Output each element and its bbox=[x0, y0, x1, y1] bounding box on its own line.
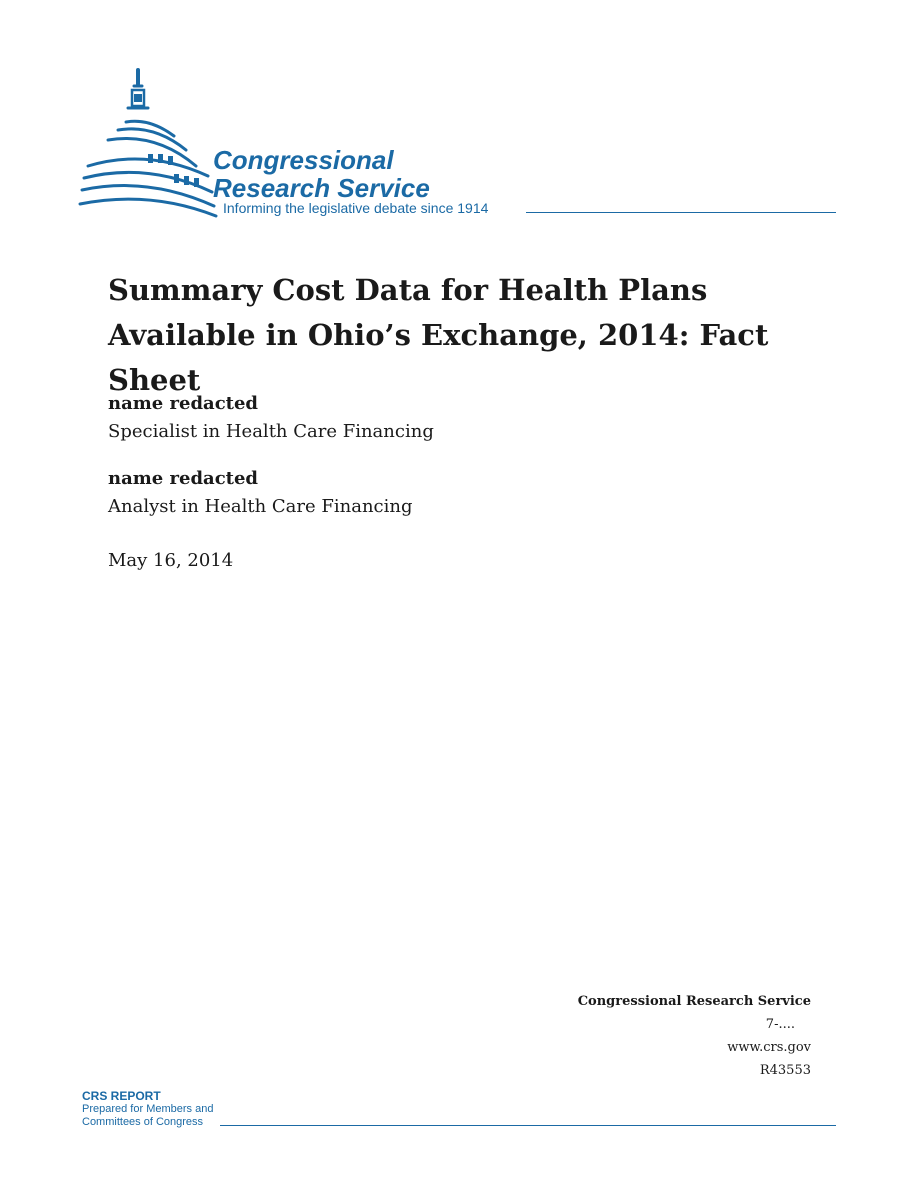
author-name: name redacted bbox=[108, 393, 259, 414]
author-block bbox=[108, 465, 413, 521]
prepared-for-line-1: Prepared for Members and bbox=[82, 1103, 214, 1115]
brand-line-2: Research Service bbox=[213, 173, 430, 203]
crs-contact-info bbox=[578, 990, 811, 1082]
footer-divider bbox=[220, 1125, 836, 1126]
author-block bbox=[108, 390, 434, 446]
crs-report-tag bbox=[82, 1090, 213, 1129]
capitol-dome-icon bbox=[78, 66, 218, 226]
report-number: R43553 bbox=[759, 1063, 811, 1078]
prepared-for-line-2: Committees of Congress bbox=[82, 1116, 204, 1128]
crs-logo bbox=[78, 66, 838, 226]
phone-number: 7-.... bbox=[765, 1017, 795, 1032]
author-name: name redacted bbox=[108, 468, 259, 489]
tagline-divider bbox=[526, 212, 836, 213]
author-role: Analyst in Health Care Financing bbox=[108, 496, 413, 517]
org-name: Congressional Research Service bbox=[577, 994, 811, 1009]
report-label: CRS REPORT bbox=[82, 1089, 161, 1103]
brand-line-1: Congressional bbox=[213, 145, 394, 175]
website-link[interactable]: www.crs.gov bbox=[727, 1040, 811, 1055]
title-line-1: Summary Cost Data for Health Plans bbox=[108, 273, 708, 307]
title-line-2: Available in Ohio’s Exchange, 2014: Fact Sheet bbox=[108, 318, 769, 397]
brand-name bbox=[213, 146, 430, 202]
publication-date: May 16, 2014 bbox=[108, 550, 234, 571]
tagline: Informing the legislative debate since 1914 bbox=[223, 200, 489, 216]
document-title bbox=[108, 268, 868, 403]
author-role: Specialist in Health Care Financing bbox=[108, 421, 434, 442]
